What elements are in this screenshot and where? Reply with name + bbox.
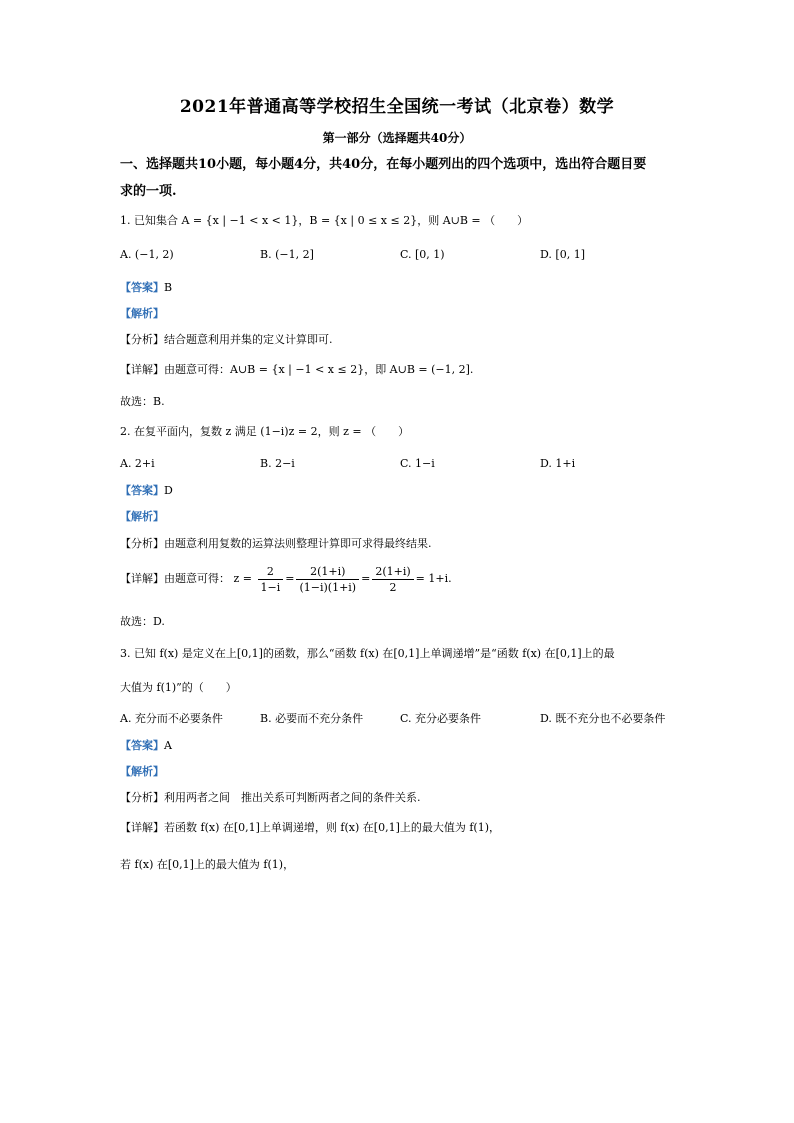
q2-analysis [120,509,164,525]
fenxi-tag: 【分析】 [120,537,164,550]
q1-xiangjie [120,362,473,378]
analysis-tag: 【解析】 [120,307,164,320]
q1-analysis [120,306,164,322]
q3-option-b: B. 必要而不充分条件 [260,712,364,725]
q2-conclusion: 故选：D. [120,615,165,628]
q2-fenxi [120,536,432,552]
q2-option-d: D. 1+i [540,457,576,470]
q3-last-line: 若 f(x) 在[0,1]上的最大值为 f(1)， [120,858,295,871]
q3-stem-line2: 大值为 f(1)”的（ ） [120,681,237,694]
q3-xiangjie-text: 若函数 f(x) 在[0,1]上单调递增，则 f(x) 在[0,1]上的最大值为 f(1)， [164,821,501,834]
part-subtitle: 第一部分（选择题共40分） [322,131,472,145]
q3-option-c: C. 充分必要条件 [400,712,482,725]
q2-option-a: A. 2+i [120,457,155,470]
q3-option-a: A. 充分而不必要条件 [120,712,223,725]
page-title: 2021年普通高等学校招生全国统一考试（北京卷）数学 [179,97,615,117]
q3-xiangjie [120,820,500,836]
answer-tag: 【答案】 [120,739,164,752]
q2-option-c: C. 1−i [400,457,435,470]
q1-option-c: C. [0, 1) [400,248,445,261]
q2-xiangjie: 【详解】由题意可得： z = $\frac{2}{1-i}$ = $\frac{2(1+i)}{(1-i)(1+i)}$ = $\frac{2(1+i)}{2}$ = 1+i. [120,564,452,594]
q2-xiangjie-prefix: 由题意可得： [164,572,230,585]
q2-option-b: B. 2−i [260,457,295,470]
q1-option-d: D. [0, 1] [540,248,585,261]
q3-answer-value: A [164,739,172,752]
q2-answer-value: D [164,484,173,497]
q2-options [120,456,680,472]
q1-answer-value: B [164,281,173,294]
q1-conclusion: 故选：B. [120,395,165,408]
section-heading-line2: 求的一项. [120,184,177,199]
q3-answer [120,738,172,754]
q1-answer [120,280,172,296]
q3-stem-line1: 3. 已知 f(x) 是定义在上[0,1]的函数，那么“函数 f(x) 在[0,1]上单调递增”是“函数 f(x) 在[0,1]上的最 [120,647,615,660]
q1-fenxi-text: 结合题意利用并集的定义计算即可. [164,333,333,346]
xiangjie-tag: 【详解】 [120,821,164,834]
q2-eq-tail: = 1+i. [415,572,452,585]
answer-tag: 【答案】 [120,484,164,497]
fenxi-tag: 【分析】 [120,791,164,804]
q2-eq-z: z = [233,572,253,585]
xiangjie-tag: 【详解】 [120,572,164,585]
q2-answer [120,483,173,499]
analysis-tag: 【解析】 [120,510,164,523]
q2-fraction-1: $\frac{2}{1-i}$ [258,564,284,595]
q1-option-a: A. (−1, 2) [120,248,174,261]
answer-tag: 【答案】 [120,281,164,294]
q2-fenxi-text: 由题意利用复数的运算法则整理计算即可求得最终结果. [164,537,432,550]
section-heading-line1: 一、选择题共10小题，每小题4分，共40分，在每小题列出的四个选项中，选出符合题目要 [120,157,647,172]
q3-fenxi-text: 利用两者之间 推出关系可判断两者之间的条件关系. [164,791,421,804]
q2-fraction-2: $\frac{2(1+i)}{(1-i)(1+i)}$ [296,564,359,595]
q3-fenxi [120,790,421,806]
q1-xiangjie-text: 由题意可得：A∪B = {x | −1 < x ≤ 2}，即 A∪B = (−1, 2]. [164,363,474,376]
q3-option-d: D. 既不充分也不必要条件 [540,712,666,725]
q3-options [120,711,680,727]
q2-stem: 2. 在复平面内，复数 z 满足 (1−i)z = 2，则 z = （ ） [120,425,410,438]
q1-stem: 1. 已知集合 A = {x | −1 < x < 1}，B = {x | 0 ≤ x ≤ 2}，则 A∪B = （ ） [120,214,529,227]
xiangjie-tag: 【详解】 [120,363,164,376]
q2-fraction-3: $\frac{2(1+i)}{2}$ [372,564,413,595]
q1-options [120,247,680,263]
analysis-tag: 【解析】 [120,765,164,778]
q1-fenxi [120,332,333,348]
q3-analysis [120,764,164,780]
q1-option-b: B. (−1, 2] [260,248,314,261]
fenxi-tag: 【分析】 [120,333,164,346]
